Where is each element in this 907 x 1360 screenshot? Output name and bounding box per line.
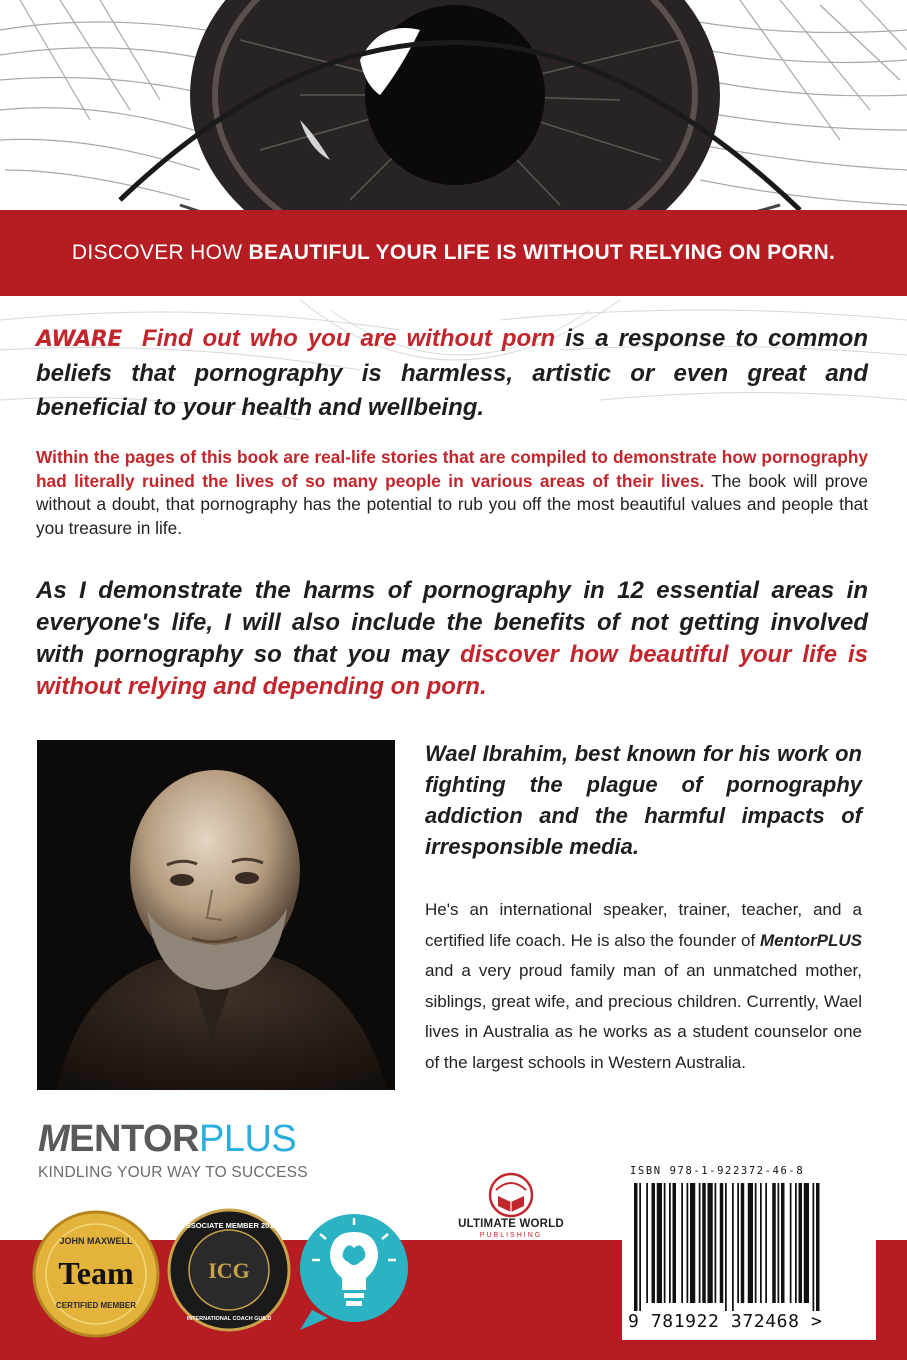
mentorplus-plus: PLUS (198, 1118, 297, 1160)
globe-book-icon (488, 1172, 534, 1218)
icg-badge (167, 1208, 291, 1332)
bio-brand: MentorPLUS (760, 930, 862, 950)
author-photo (37, 740, 395, 1090)
publisher-logo (436, 1160, 586, 1240)
harms-text: As I demonstrate the harms of pornography in 12 essential areas in everyone's life, I will also include the benefits of not getting involved with pornography so that you may (36, 577, 868, 668)
bio-part-2: and a very proud family man of an unmatched mother, siblings, great wife, and precious children. Currently, Wael lives in Australia as he works as a student counselor one of the largest schools in Western Australia. (425, 961, 862, 1072)
isbn-barcode (622, 1155, 876, 1340)
publisher-name: ULTIMATE WORLD (458, 1218, 564, 1230)
stories-text: The book will prove without a doubt, that pornography has the potential to rub you off the most beautiful values and people that you treasure in life. (36, 470, 868, 538)
mentorplus-logo (38, 1118, 308, 1188)
publisher-subtitle: PUBLISHING (479, 1232, 543, 1239)
lightbulb-badge (298, 1210, 410, 1332)
tagline-emphasis: BEAUTIFUL YOUR LIFE IS WITHOUT RELYING ON PORN. (248, 241, 836, 264)
icg-top-text: ASSOCIATE MEMBER 2017 (180, 1221, 278, 1230)
author-bio (425, 895, 862, 1078)
stories-paragraph (36, 446, 868, 540)
author-lead: Wael Ibrahim, best known for his work on fighting the plague of pornography addiction and the harmful impacts of irresponsible media. (425, 741, 862, 859)
tagline-band (0, 210, 907, 296)
stories-highlight: Within the pages of this book are real-life stories that are compiled to demonstrate how pornography had literally ruined the lives of so many people in various areas of their lives. (36, 447, 868, 491)
mentorplus-m: M (38, 1118, 70, 1160)
barcode-bars (634, 1183, 866, 1311)
tagline (72, 241, 835, 265)
mentorplus-slogan: KINDLING YOUR WAY TO SUCCESS (38, 1164, 308, 1181)
harms-highlight: discover how beautiful your life is without relying and depending on porn. (36, 641, 868, 700)
mentorplus-entor: ENTOR (69, 1118, 199, 1160)
maxwell-main-text: Team (58, 1255, 134, 1291)
icg-main-text: ICG (208, 1258, 250, 1283)
isbn-label: ISBN 978-1-922372-46-8 (630, 1165, 805, 1177)
lead-paragraph (36, 322, 868, 425)
aware-logo: AWARE (36, 327, 122, 352)
john-maxwell-badge (30, 1208, 162, 1340)
book-subtitle: Find out who you are without porn (141, 325, 556, 352)
icg-bottom-text: INTERNATIONAL COACH GUILD (186, 1316, 272, 1322)
harms-paragraph (36, 575, 868, 703)
lead-text: is a response to common beliefs that pornography is harmless, artistic or even great and beneficial to your health and wellbeing. (36, 325, 869, 421)
mentorplus-wordmark (38, 1118, 296, 1161)
tagline-prefix: DISCOVER HOW (71, 241, 249, 264)
bio-part-1: He's an international speaker, trainer, teacher, and a certified life coach. He is also the founder of (425, 900, 862, 950)
barcode-digits: 9 781922 372468 > (628, 1311, 823, 1332)
maxwell-bottom-text: CERTIFIED MEMBER (56, 1301, 136, 1310)
maxwell-top-text: JOHN MAXWELL (59, 1236, 133, 1246)
